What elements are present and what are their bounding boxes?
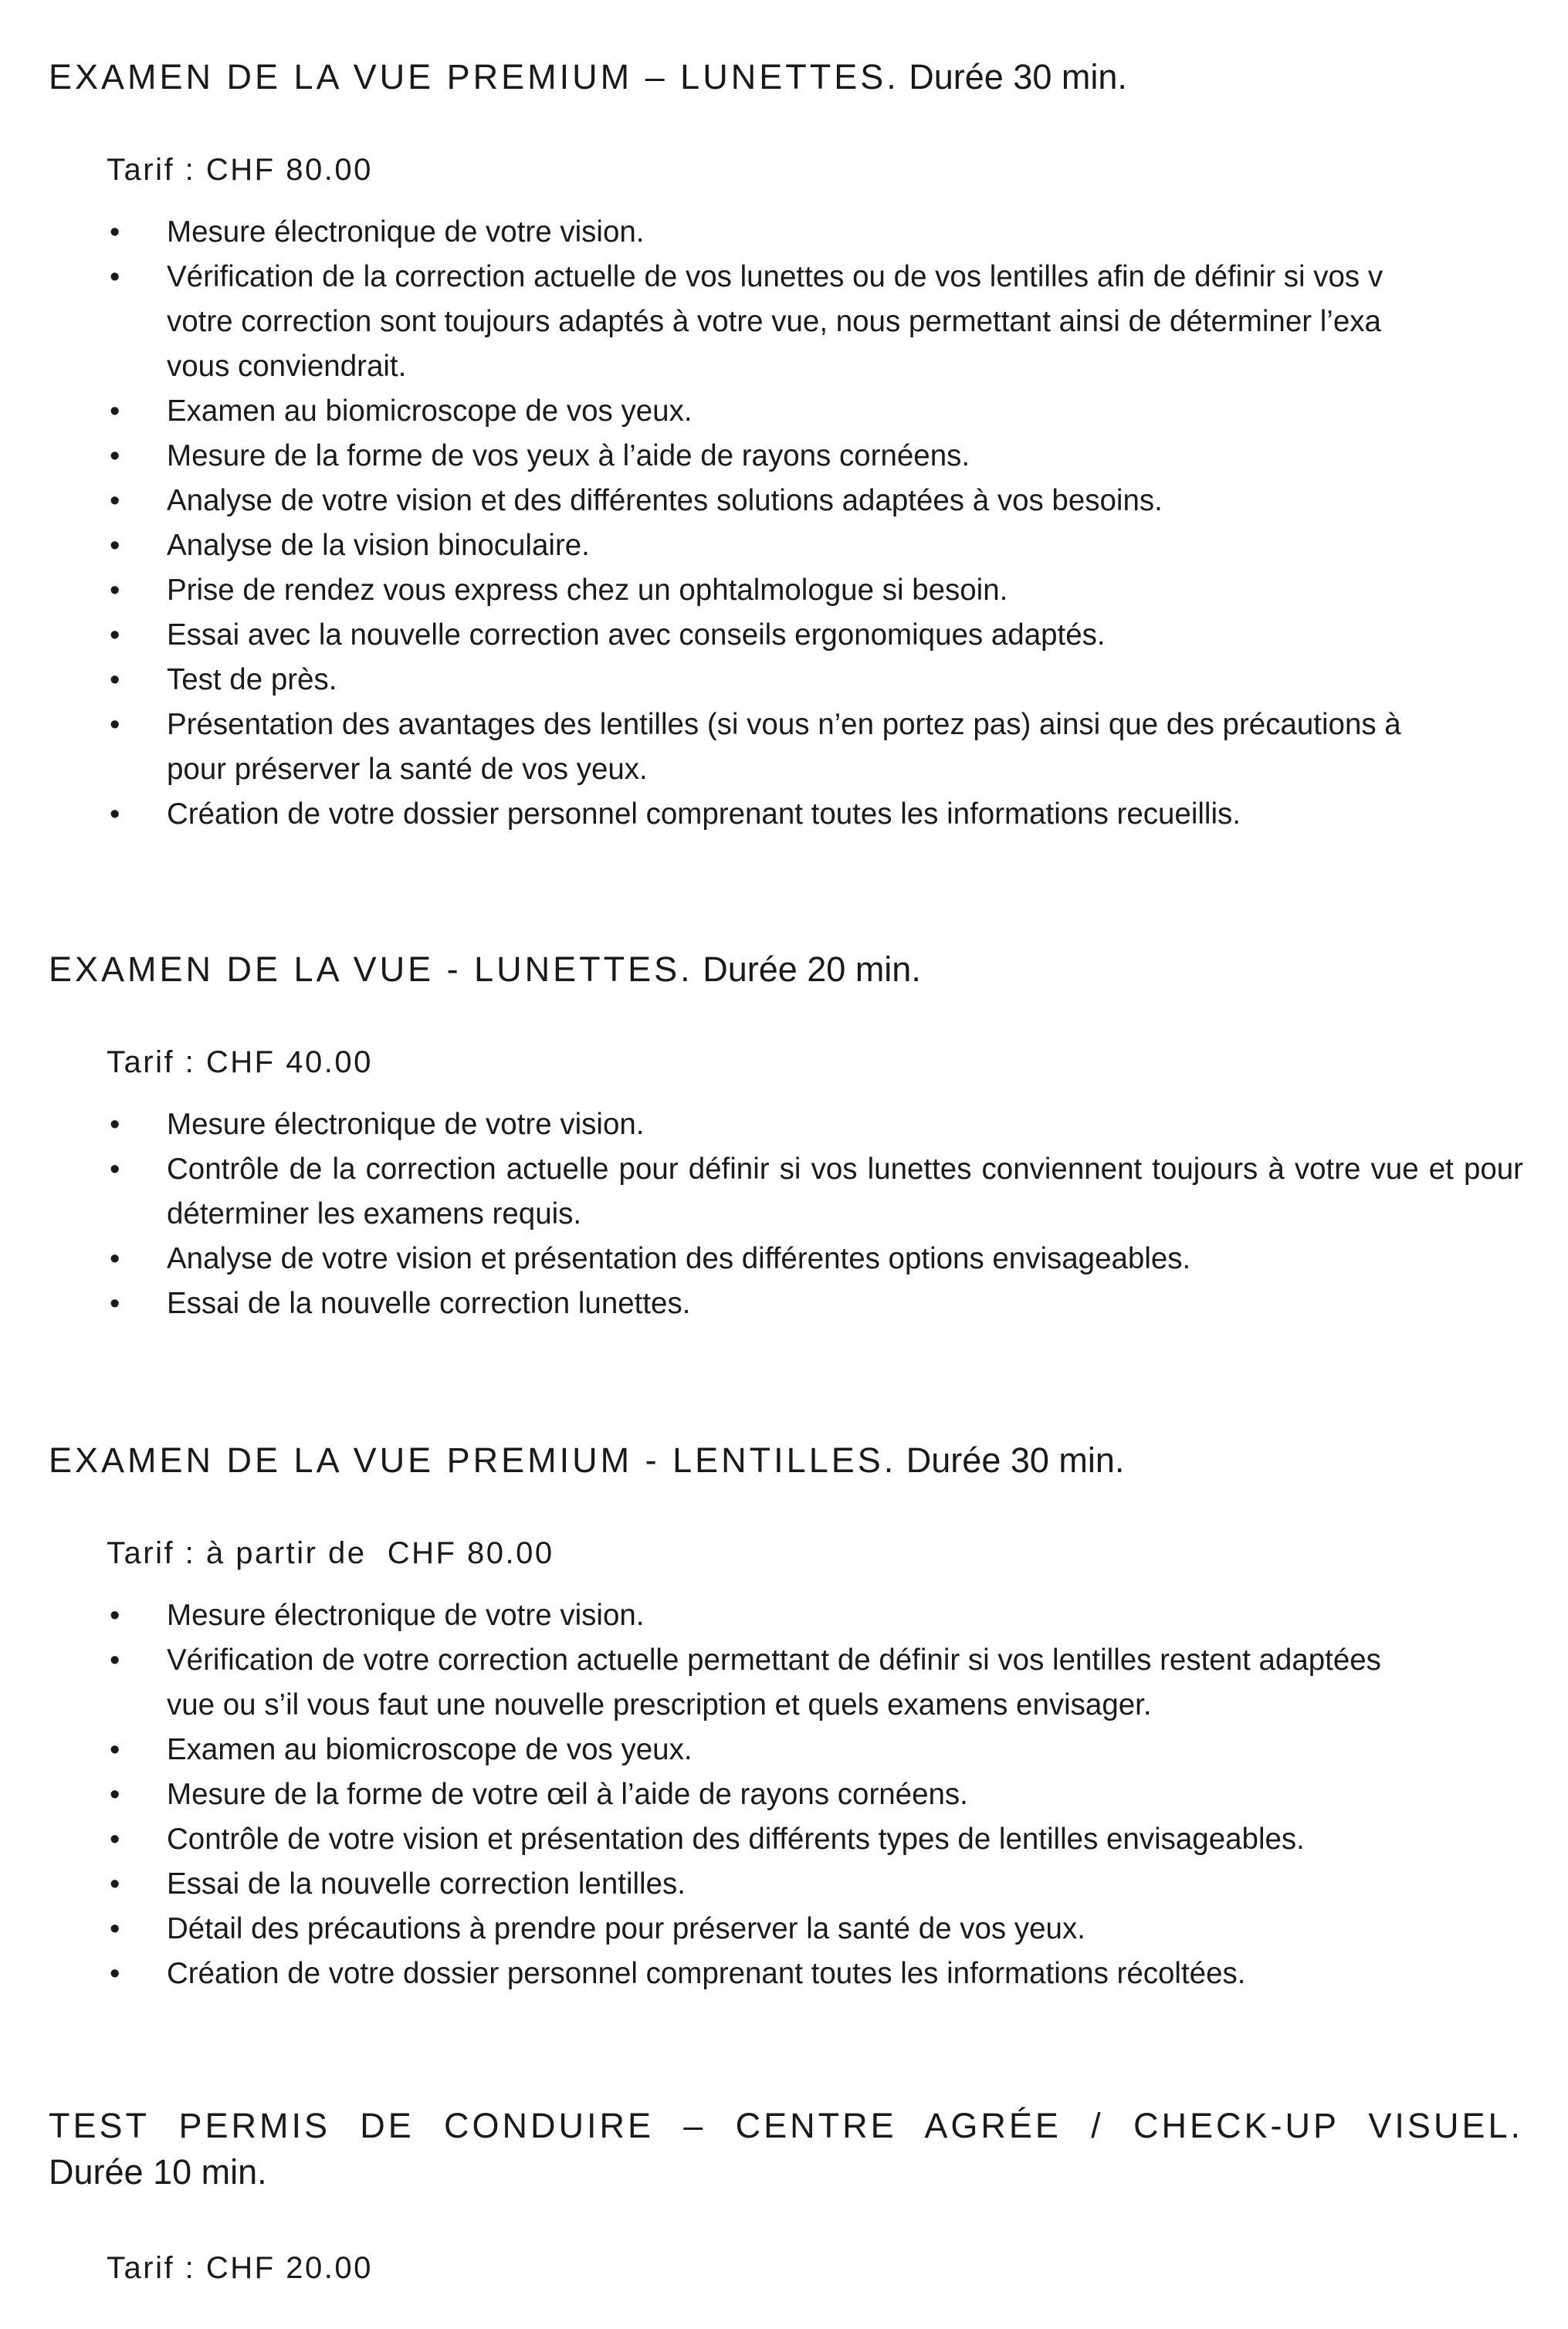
list-item [49, 792, 1523, 837]
bullet-icon: • [110, 664, 120, 696]
bullet-list [49, 1102, 1523, 1326]
bullet-icon: • [110, 440, 120, 472]
list-item-text: Analyse de votre vision et présentation des différentes options envisageables. [167, 1242, 1191, 1275]
section-lunettes [49, 946, 1523, 1326]
list-item [49, 1147, 1523, 1237]
list-item [49, 702, 1523, 792]
list-item-text: Analyse de votre vision et des différentes solutions adaptées à vos besoins. [167, 484, 1163, 517]
list-item-text: Mesure de la forme de vos yeux à l’aide de rayons cornéens. [167, 439, 970, 472]
list-item-text: Essai de la nouvelle correction lunettes. [167, 1287, 691, 1320]
list-item [49, 613, 1523, 658]
list-item-text: Mesure électronique de votre vision. [167, 215, 645, 249]
section-heading [49, 54, 1523, 100]
bullet-icon: • [110, 1734, 120, 1766]
list-item-text: Contrôle de la correction actuelle pour définir si vos lunettes conviennent toujours à votre vue et pour déterminer les examens requis. [167, 1153, 1523, 1231]
bullet-icon: • [110, 1599, 120, 1632]
bullet-icon: • [110, 1823, 120, 1856]
list-item [49, 1237, 1523, 1281]
bullet-icon: • [110, 1288, 120, 1320]
bullet-icon: • [110, 1153, 120, 1186]
section-permis-conduire [49, 2103, 1523, 2290]
list-item [49, 1102, 1523, 1147]
list-item [49, 255, 1523, 389]
bullet-icon: • [110, 1958, 120, 1990]
section-tarif: Tarif : à partir de CHF 80.00 [107, 1536, 554, 1570]
bullet-list [49, 1593, 1523, 1996]
list-item [49, 658, 1523, 702]
bullet-icon: • [110, 1109, 120, 1141]
list-item-text: Test de près. [167, 663, 337, 696]
bullet-list [49, 210, 1523, 837]
bullet-icon: • [110, 1644, 120, 1677]
list-item-text: Création de votre dossier personnel comprenant toutes les informations récoltées. [167, 1957, 1246, 1990]
section-tarif: Tarif : CHF 20.00 [107, 2251, 373, 2285]
list-item-text: Analyse de la vision binoculaire. [167, 529, 590, 562]
list-item-text: Examen au biomicroscope de vos yeux. [167, 1733, 693, 1766]
bullet-icon: • [110, 216, 120, 249]
list-item [49, 1817, 1523, 1862]
list-item-text: Vérification de votre correction actuelle permettant de définir si vos lentilles restent adaptées vue ou s’il vous faut une nouvelle prescription et quels examens envisager. [167, 1644, 1381, 1721]
list-item-text: Mesure électronique de votre vision. [167, 1599, 645, 1632]
list-item-text: Contrôle de votre vision et présentation des différents types de lentilles envisageables. [167, 1823, 1305, 1856]
list-item-text: Essai avec la nouvelle correction avec conseils ergonomiques adaptés. [167, 618, 1106, 652]
list-item [49, 389, 1523, 434]
section-title: EXAMEN DE LA VUE - LUNETTES. [49, 950, 693, 989]
bullet-icon: • [110, 395, 120, 428]
list-item [49, 1638, 1523, 1728]
list-item [49, 523, 1523, 568]
list-item [49, 1728, 1523, 1772]
section-duration: Durée 30 min. [909, 57, 1127, 96]
bullet-icon: • [110, 485, 120, 517]
section-title: EXAMEN DE LA VUE PREMIUM - LENTILLES. [49, 1440, 897, 1480]
section-heading [49, 1437, 1523, 1484]
bullet-icon: • [110, 619, 120, 652]
section-duration: Durée 30 min. [906, 1440, 1125, 1480]
section-heading [49, 946, 1523, 993]
list-item [49, 568, 1523, 613]
list-item [49, 1281, 1523, 1326]
section-tarif: Tarif : CHF 40.00 [107, 1045, 373, 1079]
list-item-text: Détail des précautions à prendre pour préserver la santé de vos yeux. [167, 1912, 1085, 1945]
list-item [49, 1952, 1523, 1996]
list-item [49, 1772, 1523, 1817]
list-item-text: Mesure de la forme de votre œil à l’aide de rayons cornéens. [167, 1778, 968, 1811]
list-item [49, 1593, 1523, 1638]
list-item-text: Présentation des avantages des lentilles (si vous n’en portez pas) ainsi que des précautions à pour préserver la santé de vos yeux. [167, 708, 1401, 786]
list-item-text: Prise de rendez vous express chez un ophtalmologue si besoin. [167, 574, 1008, 607]
bullet-icon: • [110, 574, 120, 607]
list-item-text: Essai de la nouvelle correction lentilles. [167, 1867, 686, 1901]
bullet-icon: • [110, 261, 120, 293]
list-item [49, 434, 1523, 479]
bullet-icon: • [110, 1913, 120, 1945]
bullet-icon: • [110, 798, 120, 831]
list-item [49, 1907, 1523, 1952]
bullet-icon: • [110, 1868, 120, 1901]
list-item-text: Mesure électronique de votre vision. [167, 1108, 645, 1141]
list-item [49, 479, 1523, 523]
bullet-icon: • [110, 1243, 120, 1275]
bullet-icon: • [110, 1779, 120, 1811]
section-title: EXAMEN DE LA VUE PREMIUM – LUNETTES. [49, 57, 899, 96]
section-heading [49, 2103, 1523, 2149]
list-item-text: Examen au biomicroscope de vos yeux. [167, 394, 693, 428]
list-item-text: Vérification de la correction actuelle de vos lunettes ou de vos lentilles afin de définir si vos v votre correction sont toujours adaptés à votre vue, nous permettant ainsi de déterminer l’exa vous conviendrait. [167, 260, 1383, 383]
bullet-icon: • [110, 530, 120, 562]
list-item-text: Création de votre dossier personnel comprenant toutes les informations recueillis. [167, 797, 1241, 831]
list-item [49, 210, 1523, 255]
section-premium-lentilles [49, 1437, 1523, 1996]
section-premium-lunettes [49, 54, 1523, 837]
section-title: TEST PERMIS DE CONDUIRE – CENTRE AGRÉE / CHECK-UP VISUEL. [49, 2106, 1523, 2145]
list-item [49, 1862, 1523, 1907]
section-tarif: Tarif : CHF 80.00 [107, 153, 373, 187]
section-duration: Durée 20 min. [703, 950, 921, 989]
section-duration: Durée 10 min. [49, 2152, 267, 2192]
bullet-icon: • [110, 709, 120, 741]
